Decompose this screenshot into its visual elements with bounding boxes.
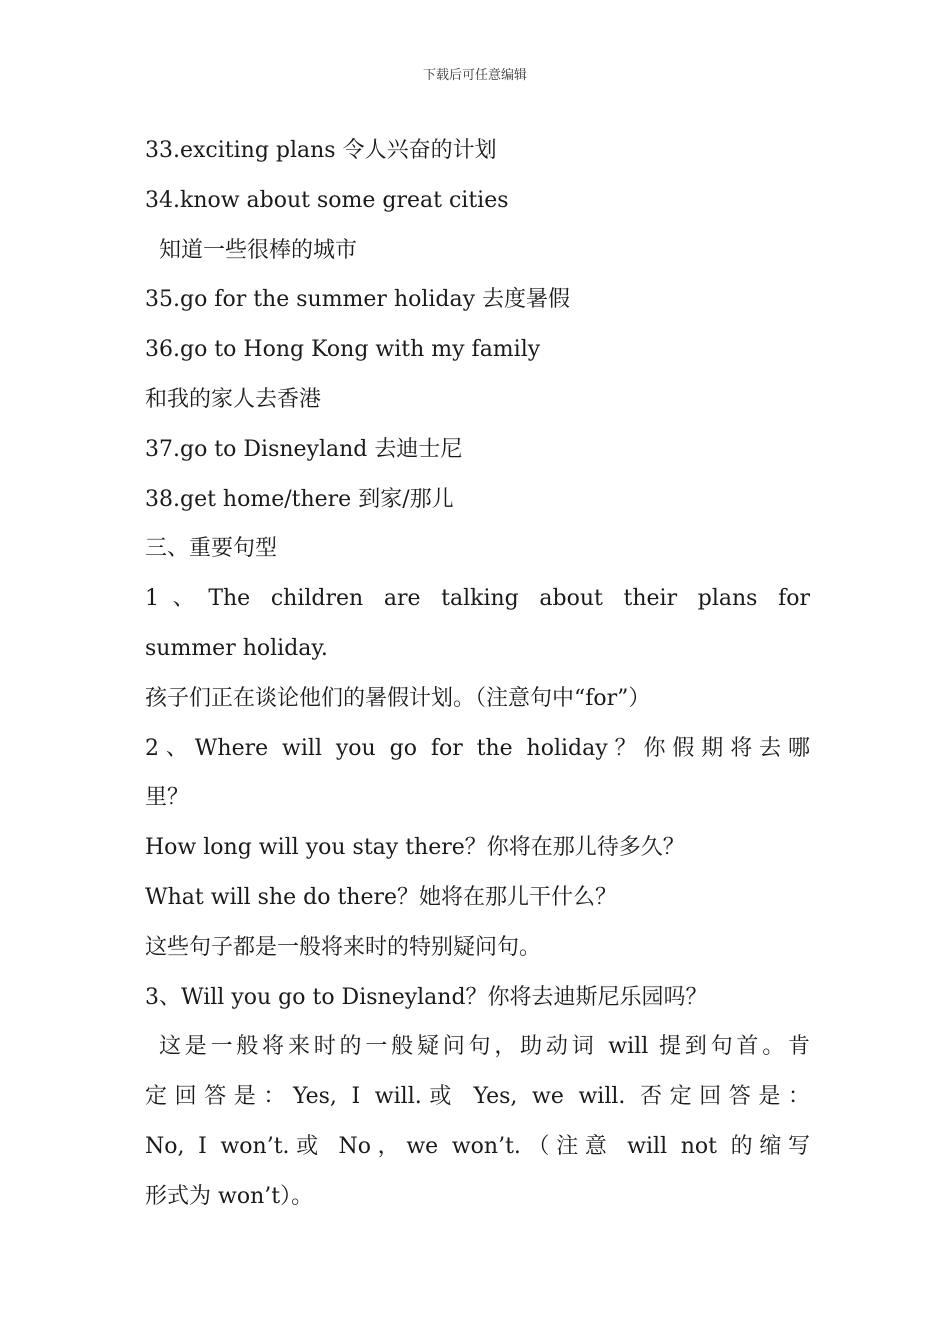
text-line: No, I won’t.或 No，we won’t.（注意 will not 的缩写 [145, 1133, 810, 1159]
text-line: 34.know about some great cities [145, 187, 509, 213]
page-header: 下载后可任意编辑 [422, 68, 527, 83]
text-line: How long will you stay there？你将在那儿待多久？ [145, 835, 685, 861]
text-line: 定回答是：Yes, I will.或 Yes, we will. 否定回答是： [145, 1084, 810, 1110]
text-line: 38.get home/there 到家/那儿 [145, 486, 454, 512]
text-line: 33.exciting plans 令人兴奋的计划 [145, 138, 497, 163]
text-line: 孩子们正在谈论他们的暑假计划。（注意句中“for”） [145, 685, 651, 711]
text-line: 知道一些很棒的城市 [159, 237, 358, 263]
document-body [145, 126, 810, 1222]
text-line: 37.go to Disneyland 去迪士尼 [145, 436, 463, 462]
text-line: 35.go for the summer holiday 去度暑假 [145, 287, 571, 313]
text-line: 3、Will you go to Disneyland？你将去迪斯尼乐园吗？ [145, 984, 708, 1010]
text-line: summer holiday. [145, 635, 328, 661]
text-line: What will she do there？她将在那儿干什么？ [145, 884, 618, 910]
text-line: 形式为 won’t）。 [145, 1183, 314, 1209]
text-line: 和我的家人去香港 [145, 386, 322, 412]
text-line: 1、The children are talking about their plans for [145, 586, 810, 612]
text-line: 这些句子都是一般将来时的特别疑问句。 [145, 934, 542, 960]
text-line: 这是一般将来时的一般疑问句，助动词 will 提到句首。肯 [159, 1034, 810, 1060]
section-heading: 三、重要句型 [145, 536, 278, 562]
text-line: 36.go to Hong Kong with my family [145, 337, 541, 363]
text-line: 2、Where will you go for the holiday？你假期将去哪 [145, 735, 810, 761]
text-line: 里？ [145, 785, 190, 811]
